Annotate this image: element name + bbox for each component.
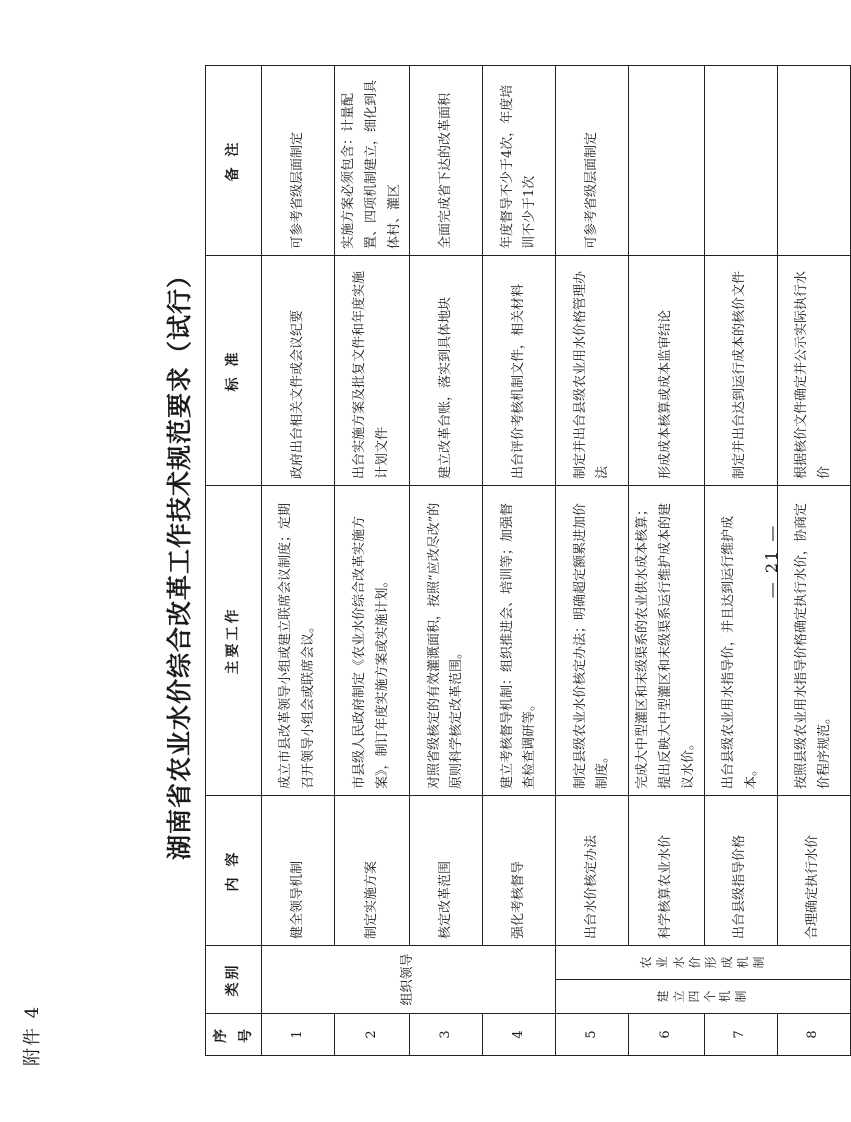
- header-standard: 标 准: [206, 256, 262, 486]
- row-no: 5: [556, 1014, 629, 1056]
- row-standard: 根据核价文件确定并公示实际执行水价: [777, 256, 850, 486]
- row-main-work: 完成大中型灌区和末级渠系的农业供水成本核算；提出反映大中型灌区和末级渠系运行维护成本的建议水价。: [629, 486, 704, 796]
- table-row: [777, 66, 850, 1056]
- annex-label: 附件 4: [22, 1004, 43, 1066]
- row-content: 出台县级指导价格: [704, 796, 777, 946]
- table-row: [556, 66, 629, 1056]
- row-main-work: 出台县级农业用水指导价，并且达到运行维护成本。: [704, 486, 777, 796]
- row-main-work: 建立考核督导机制：组织推进会、培训等；加强督查检查调研等。: [483, 486, 556, 796]
- row-remark: 年度督导不少于4次，年度培训不少于1次: [483, 66, 556, 256]
- table-header-row: [206, 66, 262, 1056]
- row-remark: 实施方案必须包含：计量配置、四项机制建立，细化到具体村、灌区: [335, 66, 410, 256]
- row-standard: 出台实施方案及批复文件和年度实施计划文件: [335, 256, 410, 486]
- header-main-work: 主要工作: [206, 486, 262, 796]
- row-no: 4: [483, 1014, 556, 1056]
- row-standard: 形成成本核算或成本监审结论: [629, 256, 704, 486]
- header-content: 内 容: [206, 796, 262, 946]
- row-standard: 政府出台相关文件或会议纪要: [262, 256, 335, 486]
- row-remark: [777, 66, 850, 256]
- table-row: [410, 66, 483, 1056]
- table-row: [483, 66, 556, 1056]
- row-content: 核定改革范围: [410, 796, 483, 946]
- row-remark: [629, 66, 704, 256]
- table-row: [335, 66, 410, 1056]
- row-main-work: 市县级人民政府制定《农业水价综合改革实施方案》，制订年度实施方案或实施计划。: [335, 486, 410, 796]
- row-content: 合理确定执行水价: [777, 796, 850, 946]
- row-no: 8: [777, 1014, 850, 1056]
- requirements-table: [205, 65, 851, 1056]
- table-row: [629, 66, 704, 1056]
- row-content: 制定实施方案: [335, 796, 410, 946]
- row-content: 健全领导机制: [262, 796, 335, 946]
- category-water-price-mechanism: 农业水价形成机制: [556, 946, 850, 980]
- row-no: 1: [262, 1014, 335, 1056]
- row-standard: 出台评价考核机制文件，相关材料: [483, 256, 556, 486]
- header-remark: 备 注: [206, 66, 262, 256]
- row-main-work: 成立市县改革领导小组或建立联席会议制度；定期召开领导小组会或联席会议。: [262, 486, 335, 796]
- row-no: 2: [335, 1014, 410, 1056]
- row-no: 7: [704, 1014, 777, 1056]
- row-main-work: 按照县级农业用水指导价格确定执行水价，协商定价程序规范。: [777, 486, 850, 796]
- row-remark: 可参考省级层面制定: [556, 66, 629, 256]
- row-standard: 制定并出台县级农业用水价格管理办法: [556, 256, 629, 486]
- category-organization: 组织领导: [262, 946, 556, 1014]
- row-standard: 建立改革台账，落实到具体地块: [410, 256, 483, 486]
- row-content: 强化考核督导: [483, 796, 556, 946]
- row-remark: 全面完成省下达的改革面积: [410, 66, 483, 256]
- row-content: 出台水价核定办法: [556, 796, 629, 946]
- row-main-work: 对照省级核定的有效灌溉面积，按照“应改尽改”的原则科学核定改革范围。: [410, 486, 483, 796]
- header-category: 类别: [206, 946, 262, 1014]
- row-main-work: 制定县级农业水价核定办法；明确超定额累进加价制度。: [556, 486, 629, 796]
- row-no: 6: [629, 1014, 704, 1056]
- table-row: [262, 66, 335, 1056]
- document-title: 湖南省农业水价综合改革工作技术规范要求（试行）: [165, 262, 194, 861]
- page-number: — 21 —: [762, 523, 781, 599]
- row-standard: 制定并出台达到运行成本的核价文件: [704, 256, 777, 486]
- row-content: 科学核算农业水价: [629, 796, 704, 946]
- category-four-mechanisms: 建立四个机制: [556, 980, 850, 1014]
- row-no: 3: [410, 1014, 483, 1056]
- header-no: 序号: [206, 1014, 262, 1056]
- row-remark: 可参考省级层面制定: [262, 66, 335, 256]
